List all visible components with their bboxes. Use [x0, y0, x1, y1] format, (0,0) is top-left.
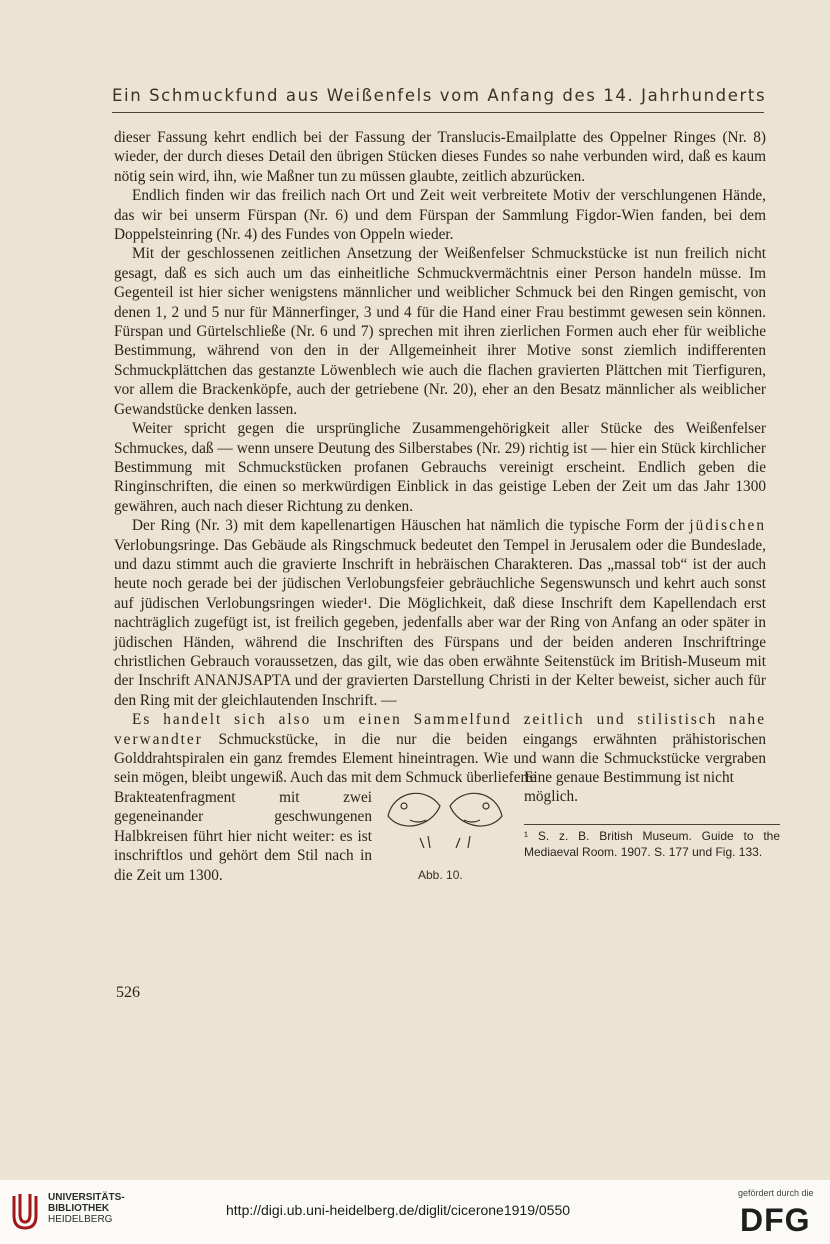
bracteate-fragment-image [380, 776, 510, 856]
paragraph-5-part-2: Verlobungsringe. Das Gebäude als Ringschmuck bedeutet den Tempel in Jerusalem oder die Bundeslade, und dazu stimmt auch die gravierte Inschrift in hebräischen Charakteren. Das „massal tob“ ist der auch heute noch gerade bei der jüdischen Verlobungsfeier gebräuchliche Segenswunsch und kehrt auch sonst auf jüdischen Verlobungsringen wieder¹. Die Möglichkeit, daß diese Inschrift dem Kapellendach erst nachträglich zugefügt ist, ist freilich gegeben, jedenfalls aber war der Ring von Anfang an oder später in jüdischen Händen, während die Inschriften des Fürspans und der beiden anderen Inschriftringe christlichen Gebrauch voraussetzen, das gilt, wie das oben erwähnte Seitenstück im British-Museum mit der Inschrift ANANJSAPTA und der gravierten Darstellung Christi in der Kelter beweist, sicher auch für den Ring mit der gleichlautenden Inschrift. — [114, 536, 766, 709]
figure-right-text: Eine genaue Bestimmung ist nicht möglich. [524, 769, 734, 806]
footnote-rule [524, 824, 780, 825]
paragraph-5 [114, 516, 766, 710]
figure-caption: Abb. 10. [418, 868, 463, 882]
figure-area [114, 769, 780, 884]
funded-by-label: gefördert durch die [738, 1188, 814, 1198]
paragraph-6-emphasis: Es handelt sich also um einen Sammelfund zeitlich und stilistisch nahe verwandter [114, 711, 766, 748]
digital-library-footer [0, 1180, 830, 1244]
dfg-logo: DFG [740, 1202, 811, 1238]
page-number: 526 [116, 984, 140, 1001]
paragraph-3: Mit der geschlossenen zeitlichen Ansetzung der Weißenfelser Schmuckstücke ist nun freilich nicht gesagt, daß es sich auch um das einheitliche Schmuckvermächtnis einer Person handeln müsse. Im Gegenteil ist hier sicher wenigstens männlicher und weiblicher Schmuck bei den Ringen gemischt, von denen 1, 2 und 5 nur für Männerfinger, 3 und 4 für die Hand einer Frau bestimmt gewesen sein können. Fürspan und Gürtelschließe (Nr. 6 und 7) sprechen mit ihren zierlichen Formen auch eher für weibliche Bestimmung, während von den in der Allgemeinheit ihrer Motive sonst ziemlich indifferenten Schmuckplättchen das gestanzte Löwenblech wie auch die flachen gravierten Plättchen mit Tierfiguren, vor allem die Brackenköpfe, auch der getriebene (Nr. 20), eher an den Besatz männlicher als weiblicher Gewandstücke denken lassen. [114, 245, 766, 418]
paragraph-1: dieser Fassung kehrt endlich bei der Fassung der Translucis-Emailplatte des Oppelner Ringes (Nr. 8) wieder, der durch dieses Detail den übrigen Stücken dieses Fundes so nahe verbunden wird, daß es kaum nötig sein wird, ihn, wie Maßner tun zu müssen glaubte, zeitlich abzurücken. [114, 129, 766, 185]
library-name-line-2: BIBLIOTHEK [48, 1203, 110, 1214]
footnote: ¹ S. z. B. British Museum. Guide to the Mediaeval Room. 1907. S. 177 und Fig. 133. [524, 829, 780, 859]
paragraph-5-part-1: Der Ring (Nr. 3) mit dem kapellenartigen Häuschen hat nämlich die typische Form der [132, 517, 690, 535]
running-header: Ein Schmuckfund aus Weißenfels vom Anfang des 14. Jahrhunderts [112, 86, 767, 105]
paragraph-6-part-2: Schmuckstücke, in die nur die beiden eingangs erwähnten prähistorischen Golddrahtspiralen ein ganz fremdes Element hineintragen. Wie und wann die Schmuckstücke vergraben sein mögen, bleibt ungewiß. Auch das mit dem Schmuck überlieferte [114, 730, 766, 787]
header-rule [112, 112, 764, 113]
body-text [114, 128, 766, 788]
library-city: HEIDELBERG [48, 1214, 113, 1225]
paragraph-5-emphasis: jüdischen [689, 517, 766, 535]
library-name [48, 1192, 125, 1225]
university-library-logo-icon [10, 1190, 40, 1234]
paragraph-4: Weiter spricht gegen die ursprüngliche Zusammengehörigkeit aller Stücke des Weißenfelser Schmuckes, daß — wenn unsere Deutung des Silberstabes (Nr. 29) richtig ist — hier ein Stück kirchlicher Bestimmung mit Schmuckstücken profanen Gebrauchs vereinigt erscheint. Endlich geben die Ringinschriften, die einen so merkwürdigen Einblick in das geistige Leben der Zeit um das Jahr 1300 gewähren, auch nach dieser Richtung zu denken. [114, 420, 766, 515]
library-name-line-1: UNIVERSITÄTS- [48, 1192, 125, 1203]
paragraph-2: Endlich finden wir das freilich nach Ort und Zeit weit verbreitete Motiv der verschlungenen Hände, das wir bei unserm Fürspan (Nr. 6) und dem Fürspan der Sammlung Figdor-Wien fanden, bei dem Doppelsteinring (Nr. 4) des Fundes von Oppeln wieder. [114, 187, 766, 244]
permalink-url[interactable]: http://digi.ub.uni-heidelberg.de/diglit/cicerone1919/0550 [226, 1202, 571, 1218]
figure-side-text: Brakteatenfragment mit zwei gegeneinander geschwungenen Halbkreisen führt hier nicht weiter: es ist inschriftlos und gehört dem Stil nach in die Zeit um 1300. [114, 789, 372, 884]
